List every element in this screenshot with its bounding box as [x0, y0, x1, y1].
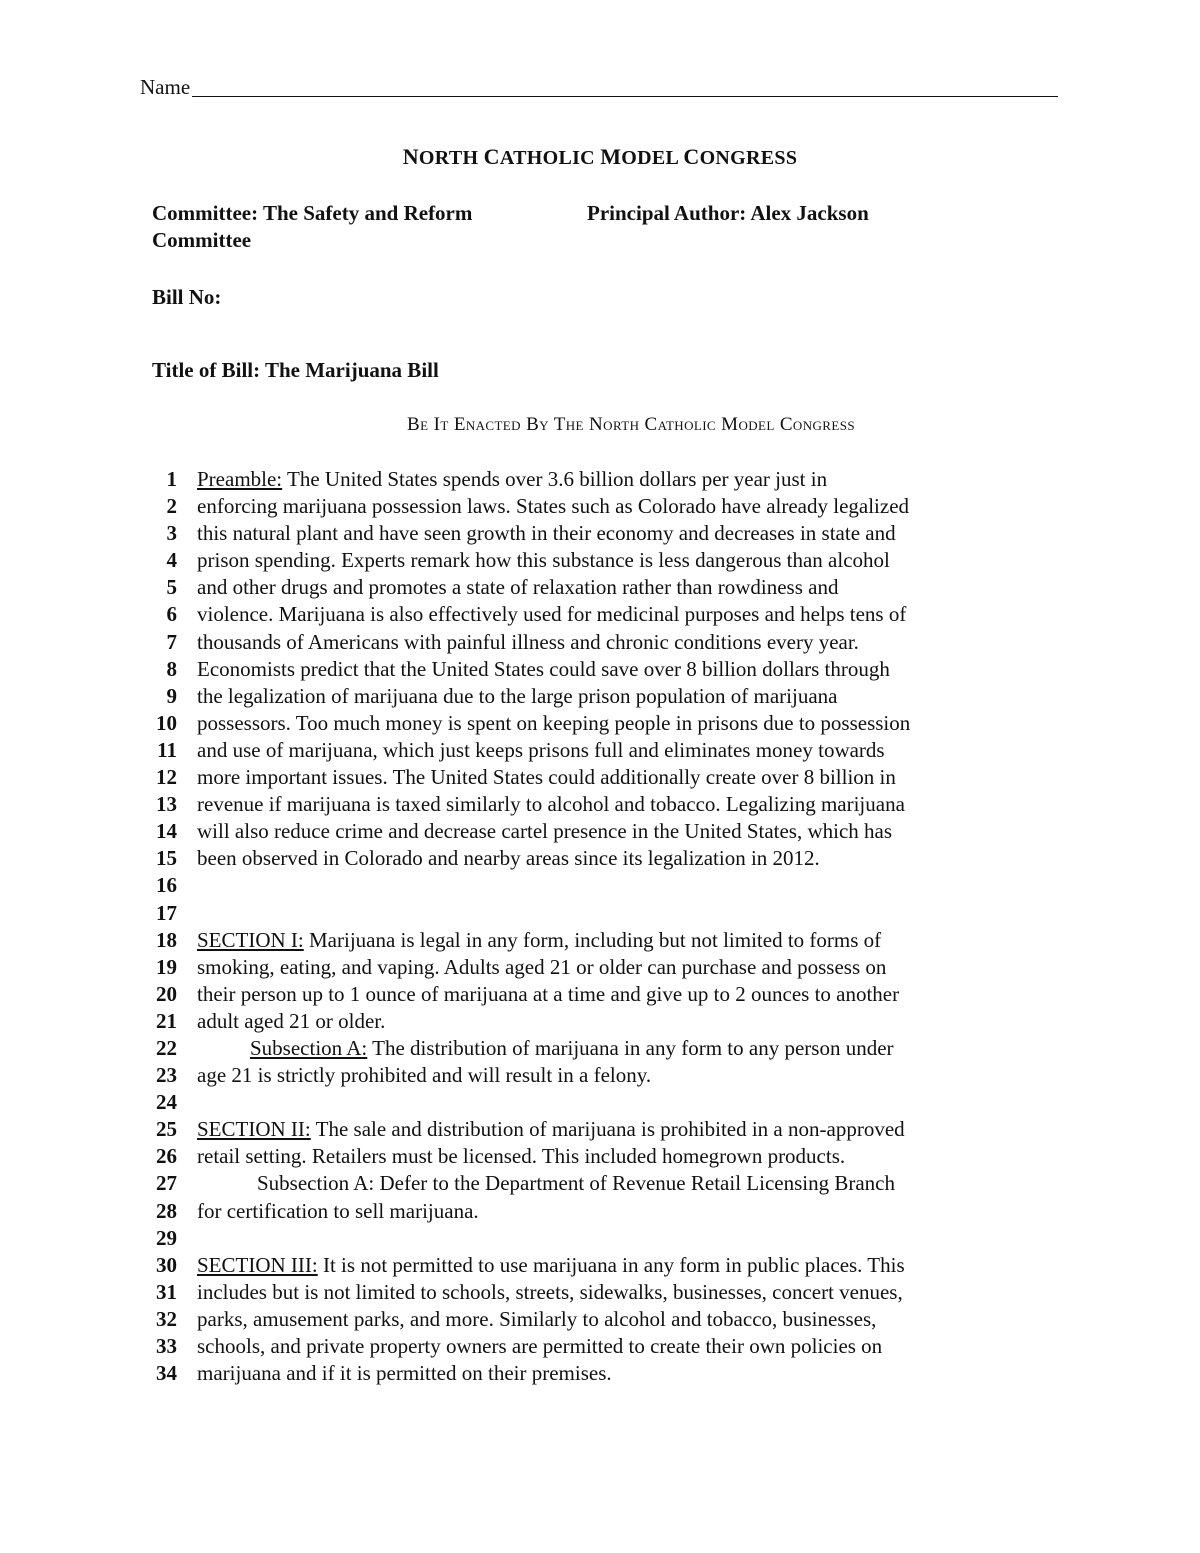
line-number: 18	[156, 927, 177, 952]
line-number: 19	[156, 954, 177, 979]
line-body: parks, amusement parks, and more. Similarly to alcohol and tobacco, businesses,	[197, 1306, 877, 1331]
bill-line	[0, 466, 1200, 493]
bill-line	[0, 1279, 1200, 1306]
principal-author: Principal Author: Alex Jackson	[587, 201, 869, 225]
line-number: 6	[166, 602, 177, 627]
line-number: 34	[156, 1361, 177, 1386]
line-text	[197, 493, 909, 520]
bill-line	[0, 710, 1200, 737]
line-body: this natural plant and have seen growth in their economy and decreases in state and	[197, 521, 896, 546]
line-body: marijuana and if it is permitted on their premises.	[197, 1361, 612, 1386]
line-text	[197, 737, 885, 764]
line-body: been observed in Colorado and nearby areas since its legalization in 2012.	[197, 846, 820, 871]
line-text	[197, 1143, 845, 1170]
line-text	[197, 1062, 651, 1089]
line-body: violence. Marijuana is also effectively used for medicinal purposes and helps tens of	[197, 602, 907, 627]
line-text	[197, 1252, 905, 1279]
line-body: age 21 is strictly prohibited and will result in a felony.	[197, 1063, 652, 1088]
line-body: the legalization of marijuana due to the large prison population of marijuana	[197, 683, 838, 708]
line-number: 33	[156, 1334, 177, 1358]
line-number: 9	[166, 683, 177, 708]
line-body: Marijuana is legal in any form, including but not limited to forms of	[303, 927, 882, 952]
line-text	[197, 683, 838, 710]
line-text	[197, 1008, 385, 1035]
bill-line	[0, 629, 1200, 656]
line-body: Economists predict that the United States could save over 8 billion dollars through	[197, 656, 890, 681]
bill-line	[0, 656, 1200, 683]
line-body: thousands of Americans with painful illness and chronic conditions every year.	[197, 629, 859, 654]
line-number: 29	[156, 1225, 177, 1250]
line-number: 4	[166, 548, 177, 573]
line-number: 1	[166, 467, 177, 491]
bill-line	[0, 1143, 1200, 1170]
line-number: 30	[156, 1252, 177, 1277]
line-text	[197, 1116, 905, 1143]
bill-line	[0, 981, 1200, 1008]
section-label: SECTION I:	[197, 927, 304, 952]
bill-line	[0, 900, 1200, 927]
name-field[interactable]	[140, 74, 1058, 100]
line-body: will also reduce crime and decrease cartel presence in the United States, which has	[197, 819, 893, 844]
bill-line	[0, 601, 1200, 628]
bill-line	[0, 1306, 1200, 1333]
bill-line	[0, 764, 1200, 791]
line-number: 8	[166, 656, 177, 681]
bill-line	[0, 1360, 1200, 1387]
line-text	[197, 954, 886, 981]
line-body: The sale and distribution of marijuana is prohibited in a non-approved	[310, 1117, 905, 1142]
bill-line	[0, 1062, 1200, 1089]
line-number: 23	[156, 1063, 177, 1088]
line-number: 14	[156, 819, 177, 844]
line-body: and use of marijuana, which just keeps prisons full and eliminates money towards	[197, 737, 885, 762]
line-body: their person up to 1 ounce of marijuana at a time and give up to 2 ounces to another	[197, 981, 900, 1006]
line-body: Subsection A: Defer to the Department of Revenue Retail Licensing Branch	[257, 1171, 895, 1196]
enacting-clause: Be It Enacted By The North Catholic Model Congress	[407, 414, 855, 435]
section-label: SECTION II:	[197, 1117, 311, 1142]
line-number: 24	[156, 1090, 177, 1115]
line-number: 15	[156, 846, 177, 871]
bill-line	[0, 791, 1200, 818]
bill-number: Bill No:	[152, 285, 222, 309]
bill-line	[0, 1225, 1200, 1252]
line-text	[250, 1035, 894, 1062]
line-number: 16	[156, 873, 177, 898]
bill-line	[0, 520, 1200, 547]
bill-body	[0, 466, 1200, 1387]
bill-line	[0, 1252, 1200, 1279]
section-label: Subsection A:	[250, 1035, 368, 1060]
line-body: The distribution of marijuana in any form to any person under	[367, 1035, 894, 1060]
line-body: It is not permitted to use marijuana in any form in public places. This	[317, 1252, 905, 1277]
line-body: for certification to sell marijuana.	[197, 1198, 479, 1223]
line-text	[197, 1306, 876, 1333]
line-text	[197, 1279, 903, 1306]
bill-line	[0, 1198, 1200, 1225]
line-body: revenue if marijuana is taxed similarly to alcohol and tobacco. Legalizing marijuana	[197, 792, 905, 817]
line-number: 11	[157, 737, 177, 762]
bill-line	[0, 1333, 1200, 1360]
section-label: SECTION III:	[197, 1252, 318, 1277]
line-number: 5	[166, 575, 177, 600]
line-text	[197, 764, 896, 791]
line-number: 3	[166, 521, 177, 546]
line-number: 2	[166, 494, 177, 519]
line-body: and other drugs and promotes a state of relaxation rather than rowdiness and	[197, 575, 839, 600]
line-number: 32	[156, 1306, 177, 1331]
bill-line	[0, 1008, 1200, 1035]
line-text	[257, 1170, 895, 1197]
bill-line	[0, 683, 1200, 710]
line-body: possessors. Too much money is spent on keeping people in prisons due to possession	[197, 710, 911, 735]
line-number: 25	[156, 1117, 177, 1142]
line-text	[197, 601, 906, 628]
line-text	[197, 1198, 479, 1225]
line-number: 12	[156, 765, 177, 790]
bill-line	[0, 1170, 1200, 1197]
line-text	[197, 818, 892, 845]
name-underline[interactable]	[192, 95, 1058, 97]
bill-line	[0, 845, 1200, 872]
bill-line	[0, 547, 1200, 574]
line-body: enforcing marijuana possession laws. States such as Colorado have already legalized	[197, 494, 910, 519]
line-number: 7	[166, 629, 177, 654]
bill-line	[0, 954, 1200, 981]
line-number: 26	[156, 1144, 177, 1169]
bill-line	[0, 737, 1200, 764]
line-text	[197, 927, 881, 954]
line-number: 13	[156, 792, 177, 817]
document-title: NORTH CATHOLIC MODEL CONGRESS	[402, 144, 798, 169]
line-number: 17	[156, 900, 177, 925]
line-body: more important issues. The United States could additionally create over 8 billion in	[197, 765, 896, 790]
bill-line	[0, 1116, 1200, 1143]
line-text	[197, 791, 905, 818]
line-body: smoking, eating, and vaping. Adults aged 21 or older can purchase and possess on	[197, 954, 887, 979]
line-text	[197, 981, 899, 1008]
line-body: schools, and private property owners are permitted to create their own policies on	[197, 1334, 883, 1358]
bill-line	[0, 1035, 1200, 1062]
line-number: 27	[156, 1171, 177, 1196]
section-label: Preamble:	[197, 467, 283, 491]
bill-line	[0, 493, 1200, 520]
line-text	[197, 1333, 882, 1360]
line-body: The United States spends over 3.6 billion dollars per year just in	[282, 467, 828, 491]
bill-line	[0, 818, 1200, 845]
line-text	[197, 656, 890, 683]
line-number: 28	[156, 1198, 177, 1223]
line-number: 21	[156, 1008, 177, 1033]
line-text	[197, 845, 820, 872]
line-text	[197, 520, 896, 547]
line-text	[197, 547, 890, 574]
line-body: includes but is not limited to schools, streets, sidewalks, businesses, concert venues,	[197, 1279, 903, 1304]
bill-title: Title of Bill: The Marijuana Bill	[152, 358, 439, 382]
line-text	[197, 629, 859, 656]
line-text	[197, 574, 838, 601]
bill-line	[0, 1089, 1200, 1116]
bill-line	[0, 872, 1200, 899]
committee: Committee: The Safety and Reform Committee	[152, 201, 473, 252]
line-body: prison spending. Experts remark how this substance is less dangerous than alcohol	[197, 548, 890, 573]
line-number: 31	[156, 1279, 177, 1304]
bill-line	[0, 574, 1200, 601]
line-text	[197, 710, 910, 737]
line-body: retail setting. Retailers must be licensed. This included homegrown products.	[197, 1144, 846, 1169]
name-label: Name	[140, 75, 191, 99]
line-text	[197, 466, 827, 493]
line-body: adult aged 21 or older.	[197, 1008, 386, 1033]
line-text	[197, 1360, 612, 1387]
bill-line	[0, 927, 1200, 954]
line-number: 22	[156, 1035, 177, 1060]
line-number: 10	[156, 710, 177, 735]
line-number: 20	[156, 981, 177, 1006]
